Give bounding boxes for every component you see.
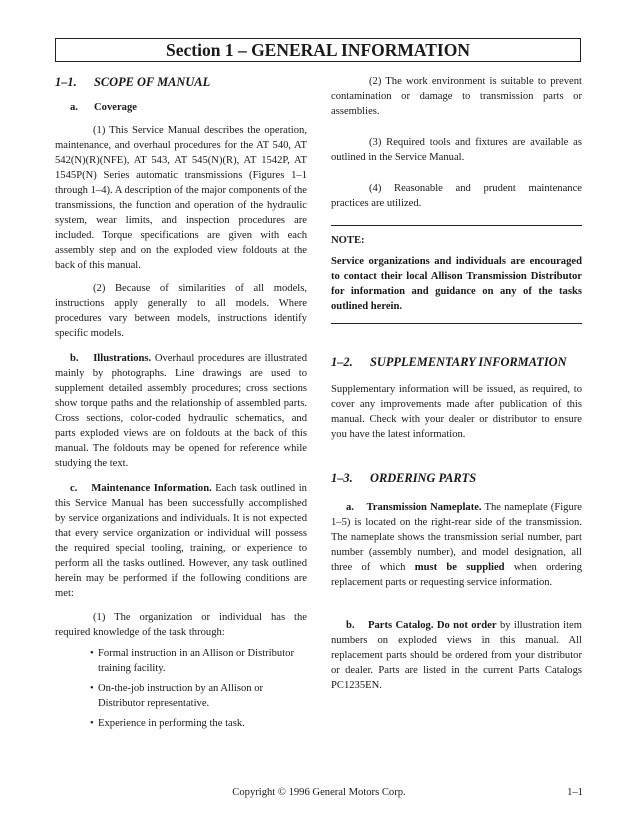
heading-supplementary-information [331, 354, 582, 370]
footer-copyright: Copyright © 1996 General Motors Corp. [232, 787, 406, 798]
heading-number: 1–3. [331, 471, 353, 485]
section-title: Section 1 – GENERAL INFORMATION [55, 38, 581, 62]
paragraph-condition-1: (1) The organization or individual has the required knowledge of the task through: [55, 612, 307, 638]
list-item: • On-the-job instruction by an Allison or Distributor representative. [55, 681, 307, 711]
paragraph-illustrations: b. Illustrations. Overhaul procedures are illustrated mainly by photographs. Line drawings are used to supplement detailed assembly procedures; cross sections show torque paths and the relationship of assembled parts. Cross sections, color-coded hydraulic schematics, and parts exploded views are on foldouts at the back of this manual. The foldouts may be opened for reference while studying the text. [55, 353, 308, 469]
page-number: 1–1 [567, 787, 583, 798]
heading-number: 1–1. [55, 75, 77, 89]
heading-title: ORDERING PARTS [370, 471, 477, 485]
heading-number: 1–2. [331, 355, 353, 369]
list-item: • Experience in performing the task. [55, 716, 307, 731]
heading-scope-of-manual [55, 74, 307, 90]
right-column [331, 74, 582, 693]
list-item: • Formal instruction in an Allison or Distributor training facility. [55, 646, 307, 676]
paragraph-supplementary: Supplementary information will be issued, as required, to cover any improvements made after publication of this manual. Check with your dealer or distributor to ensure you have the latest information. [331, 384, 582, 440]
note-text: Service organizations and individuals are encouraged to contact their local Allison Transmission Distributor for information and guidance on any of the tasks outlined herein. [331, 256, 582, 312]
paragraph-condition-2: (2) The work environment is suitable to prevent contamination or damage to transmission parts or assemblies. [331, 76, 582, 117]
paragraph-condition-4: (4) Reasonable and prudent maintenance practices are utilized. [331, 183, 582, 209]
paragraph-parts-catalog: b. Parts Catalog. Do not order by illustration item numbers on exploded views in this manual. All replacement parts should be ordered from your distributor or dealer. Parts are listed in the current Parts Catalogs PC1235EN. [331, 620, 583, 691]
heading-ordering-parts [331, 470, 582, 486]
note-label: NOTE: [331, 235, 365, 246]
paragraph-coverage-2: (2) Because of similarities of all models, instructions apply generally to all models. Where procedures vary between models, instructions identify specific models. [55, 283, 307, 339]
note-box [331, 225, 582, 324]
paragraph-coverage-1: (1) This Service Manual describes the operation, maintenance, and overhaul procedures for the AT 540, AT 542(N)(R)(NFE), AT 543, AT 545(N)(R), AT 1542P, AT 1545P(N) Series automatic transmissions (Figures 1–1 through 1–4). A description of the major components of the transmissions, the function and operation of the hydraulic system, wear limits, and inspection procedures are included. Torque specifications are given with each assembly step and on the exploded view foldouts at the back of this manual. [55, 125, 307, 271]
heading-title: SUPPLEMENTARY INFORMATION [370, 355, 567, 369]
heading-title: SCOPE OF MANUAL [94, 75, 211, 89]
bullet-list [55, 646, 307, 731]
left-column [55, 74, 307, 731]
subheading-coverage: a. Coverage [70, 102, 137, 113]
paragraph-maintenance-info: c. Maintenance Information. Each task outlined in this Service Manual has been successfully accomplished by service organizations and individuals. It is not expected that every service organization or individual will possess the required special tooling, training, or experience to perform all the tasks outlined. However, any task outlined herein may be performed if the following conditions are met: [55, 483, 307, 599]
paragraph-nameplate: a. Transmission Nameplate. The nameplate (Figure 1–5) is located on the right-rear side of the transmission. The nameplate shows the transmission serial number, part number (assembly number), and model designation, all three of which must be supplied when ordering replacement parts or requesting service information. [331, 502, 582, 588]
paragraph-condition-3: (3) Required tools and fixtures are available as outlined in the Service Manual. [331, 137, 582, 163]
